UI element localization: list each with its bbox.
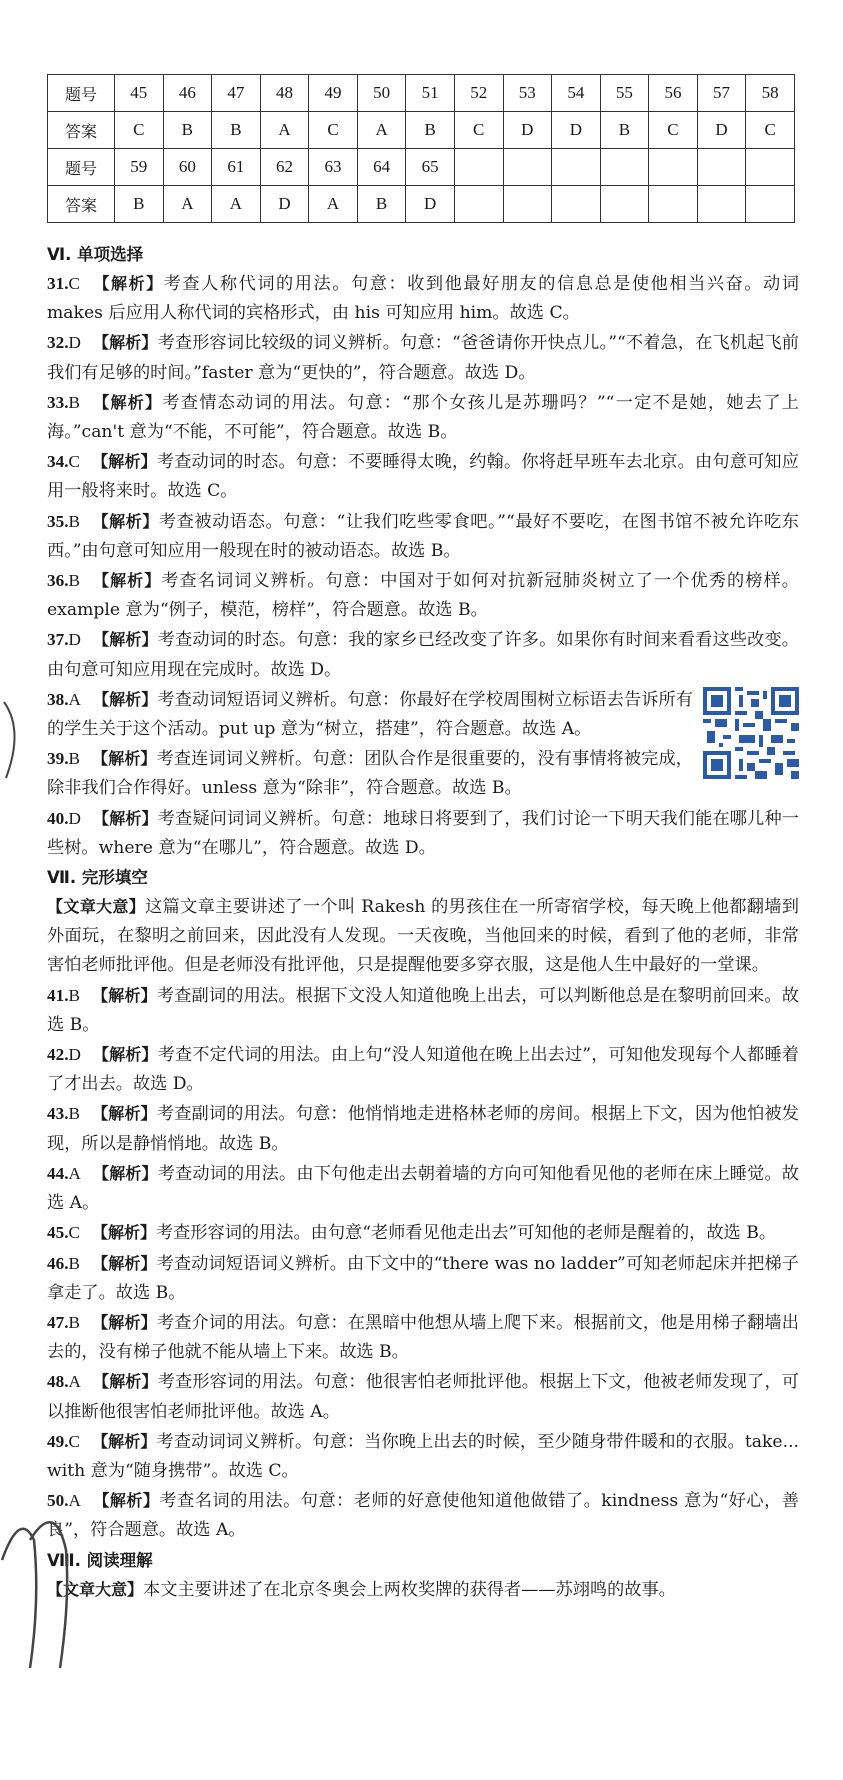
item-answer: A	[68, 1372, 81, 1392]
table-cell: D	[697, 112, 746, 149]
item-number: 39.	[47, 749, 69, 769]
list-item	[47, 685, 799, 744]
item-answer: B	[68, 571, 80, 591]
analysis-tag: 【解析】	[92, 1163, 158, 1183]
item-answer: C	[68, 1223, 80, 1243]
table-row	[48, 149, 795, 186]
list-item	[47, 804, 799, 863]
answer-label: 答案	[48, 112, 115, 149]
item-number: 38.	[47, 689, 69, 709]
item-number: 32.	[47, 333, 69, 353]
list-item	[47, 744, 799, 803]
table-cell	[552, 149, 601, 186]
item-answer: B	[68, 749, 80, 769]
table-cell: C	[309, 112, 358, 149]
analysis-tag: 【解析】	[91, 1312, 157, 1332]
list-item	[47, 981, 799, 1040]
item-text: 考查动词短语词义辨析。句意：你最好在学校周围树立标语去告诉所有的学生关于这个活动。put up 意为“树立，搭建”，符合题意。故选 A。	[47, 689, 693, 740]
table-cell: 48	[260, 75, 309, 112]
item-text: 考查动词短语词义辨析。由下文中的“there was no ladder”可知老师起床并把梯子拿走了。故选 B。	[47, 1253, 799, 1303]
analysis-tag: 【解析】	[92, 1372, 158, 1392]
table-cell: D	[406, 186, 455, 223]
analysis-tag: 【解析】	[91, 1253, 157, 1273]
item-text: 考查形容词比较级的词义辨析。句意：“爸爸请你开快点儿。”“不着急，在飞机起飞前我们有足够的时间。”faster 意为“更快的”，符合题意。故选 D。	[47, 333, 799, 383]
item-text: 考查疑问词词义辨析。句意：地球日将要到了，我们讨论一下明天我们能在哪儿种一些树。where 意为“在哪儿”，符合题意。故选 D。	[47, 808, 799, 858]
analysis-tag: 【解析】	[91, 511, 159, 531]
item-answer: C	[68, 1431, 80, 1451]
table-cell: 65	[406, 149, 455, 186]
item-answer: A	[68, 1163, 81, 1183]
item-number: 43.	[47, 1104, 69, 1124]
analysis-tag: 【解析】	[92, 630, 158, 650]
item-number: 49.	[47, 1431, 69, 1451]
item-text: 考查形容词的用法。由句意“老师看见他走出去”可知他的老师是醒着的，故选 B。	[155, 1223, 777, 1244]
item-text: 考查情态动词的用法。句意：“那个女孩儿是苏珊吗？”“一定不是她，她去了上海。”can't 意为“不能，不可能”，符合题意。故选 B。	[47, 392, 799, 443]
item-answer: C	[68, 274, 80, 293]
item-number: 34.	[47, 452, 69, 472]
list-item	[47, 1218, 799, 1248]
analysis-tag: 【解析】	[92, 333, 158, 353]
article-summary	[47, 1575, 799, 1605]
summary-text: 本文主要讲述了在北京冬奥会上两枚奖牌的获得者——苏翊鸣的故事。	[143, 1579, 676, 1600]
table-cell: B	[600, 112, 649, 149]
table-cell: 49	[309, 75, 358, 112]
list-item	[47, 1367, 799, 1426]
table-cell: A	[260, 112, 309, 149]
analysis-tag: 【解析】	[92, 689, 158, 709]
section-heading-7: Ⅶ. 完形填空	[47, 868, 148, 888]
analysis-tag: 【解析】	[91, 985, 157, 1005]
table-cell: C	[454, 112, 503, 149]
table-cell	[503, 186, 552, 223]
section-heading-8: Ⅷ. 阅读理解	[47, 1550, 153, 1570]
item-text: 考查不定代词的用法。由上句“没人知道他在晚上出去过”，可知他发现每个人都睡着了才出去。故选 D。	[47, 1045, 799, 1095]
table-cell: A	[212, 186, 261, 223]
list-item	[47, 507, 799, 566]
table-cell: 58	[746, 75, 795, 112]
table-cell: C	[746, 112, 795, 149]
table-cell: A	[357, 112, 406, 149]
item-text: 考查被动语态。句意：“让我们吃些零食吧。”“最好不要吃，在图书馆不被允许吃东西。”由句意可知应用一般现在时的被动语态。故选 B。	[47, 511, 799, 561]
list-item	[47, 328, 799, 387]
table-cell	[649, 149, 698, 186]
table-cell	[746, 149, 795, 186]
list-item	[47, 1308, 799, 1367]
analysis-tag: 【解析】	[91, 1104, 157, 1124]
table-cell: 63	[309, 149, 358, 186]
table-cell	[600, 186, 649, 223]
table-cell	[552, 186, 601, 223]
list-item	[47, 1249, 799, 1308]
table-cell: 55	[600, 75, 649, 112]
list-item	[47, 1486, 799, 1545]
item-text: 考查副词的用法。句意：他悄悄地走进格林老师的房间。根据上下文，因为他怕被发现，所以是静悄悄地。故选 B。	[47, 1104, 799, 1154]
answer-label: 答案	[48, 186, 115, 223]
table-cell	[697, 186, 746, 223]
list-item	[47, 1099, 799, 1158]
item-number: 45.	[47, 1223, 69, 1243]
summary-tag: 【文章大意】	[47, 897, 146, 917]
item-text: 考查介词的用法。句意：在黑暗中他想从墙上爬下来。根据前文，他是用梯子翻墙出去的，没有梯子他就不能从墙上下来。故选 B。	[47, 1312, 799, 1363]
table-cell: 57	[697, 75, 746, 112]
item-answer: B	[68, 1253, 80, 1273]
item-answer: B	[68, 985, 80, 1005]
table-cell: 59	[115, 149, 164, 186]
article-summary	[47, 892, 799, 981]
list-item	[47, 1040, 799, 1099]
list-item	[47, 269, 799, 328]
summary-tag: 【文章大意】	[47, 1579, 144, 1599]
analysis-tag: 【解析】	[91, 274, 164, 293]
item-text: 考查动词的时态。句意：不要睡得太晚，约翰。你将赶早班车去北京。由句意可知应用一般将来时。故选 C。	[47, 452, 799, 502]
list-item	[47, 447, 799, 506]
analysis-tag: 【解析】	[91, 452, 157, 472]
table-cell	[454, 149, 503, 186]
analysis-tag: 【解析】	[91, 1431, 157, 1451]
table-cell: C	[649, 112, 698, 149]
table-cell: B	[212, 112, 261, 149]
explanations	[47, 240, 799, 1605]
item-number: 31.	[47, 274, 69, 293]
analysis-tag: 【解析】	[92, 808, 158, 828]
table-cell: C	[115, 112, 164, 149]
list-item	[47, 1427, 799, 1486]
table-cell: 50	[357, 75, 406, 112]
item-answer: D	[68, 1045, 81, 1065]
item-answer: A	[68, 689, 81, 709]
table-cell: B	[115, 186, 164, 223]
item-number: 48.	[47, 1372, 69, 1392]
item-number: 50.	[47, 1491, 69, 1511]
table-cell	[600, 149, 649, 186]
binding-arc-decoration	[0, 700, 30, 780]
answer-table	[47, 74, 795, 223]
table-cell: 52	[454, 75, 503, 112]
header-label: 题号	[48, 75, 115, 112]
item-text: 考查人称代词的用法。句意：收到他最好朋友的信息总是使他相当兴奋。动词 makes 后应用人称代词的宾格形式，由 his 可知应用 him。故选 C。	[47, 274, 799, 324]
item-number: 40.	[47, 808, 69, 828]
item-answer: B	[68, 1312, 80, 1332]
item-number: 35.	[47, 511, 69, 531]
table-cell: B	[163, 112, 212, 149]
item-number: 44.	[47, 1163, 69, 1183]
table-cell: 54	[552, 75, 601, 112]
item-text: 考查动词的用法。由下句他走出去朝着墙的方向可知他看见他的老师在床上睡觉。故选 A。	[47, 1163, 799, 1214]
item-text: 考查名词的用法。句意：老师的好意使他知道他做错了。kindness 意为“好心，善良”，符合题意。故选 A。	[47, 1491, 799, 1541]
item-number: 46.	[47, 1253, 69, 1273]
item-answer: B	[68, 1104, 80, 1124]
item-answer: C	[68, 452, 80, 472]
item-answer: B	[68, 511, 80, 531]
analysis-tag: 【解析】	[91, 571, 162, 591]
item-text: 考查副词的用法。根据下文没人知道他晚上出去，可以判断他总是在黎明前回来。故选 B。	[47, 985, 799, 1035]
table-cell: D	[503, 112, 552, 149]
table-row	[48, 112, 795, 149]
table-cell: 61	[212, 149, 261, 186]
table-cell: 64	[357, 149, 406, 186]
table-cell: 62	[260, 149, 309, 186]
table-cell: 47	[212, 75, 261, 112]
item-text: 考查形容词的用法。句意：他很害怕老师批评他。根据上下文，他被老师发现了，可以推断他很害怕老师批评他。故选 A。	[47, 1372, 799, 1422]
table-cell	[697, 149, 746, 186]
analysis-tag: 【解析】	[91, 392, 163, 412]
item-answer: A	[68, 1491, 81, 1511]
item-answer: D	[68, 630, 81, 650]
item-number: 47.	[47, 1312, 69, 1332]
table-cell	[649, 186, 698, 223]
item-text: 考查动词词义辨析。句意：当你晚上出去的时候，至少随身带件暖和的衣服。take... with 意为“随身携带”。故选 C。	[47, 1431, 799, 1481]
summary-text: 这篇文章主要讲述了一个叫 Rakesh 的男孩住在一所寄宿学校，每天晚上他都翻墙到外面玩，在黎明之前回来，因此没有人发现。一天夜晚，当他回来的时候，看到了他的老师，非常害怕老师批评他。但是老师没有批评他，只是提醒他要多穿衣服，这是他人生中最好的一堂课。	[47, 897, 799, 976]
table-cell: 53	[503, 75, 552, 112]
table-cell: A	[163, 186, 212, 223]
header-label: 题号	[48, 149, 115, 186]
table-cell	[746, 186, 795, 223]
item-answer: D	[68, 333, 81, 353]
list-item	[47, 388, 799, 447]
analysis-tag: 【解析】	[92, 1491, 160, 1511]
analysis-tag: 【解析】	[91, 749, 157, 769]
item-text: 考查名词词义辨析。句意：中国对于如何对抗新冠肺炎树立了一个优秀的榜样。example 意为“例子，模范，榜样”，符合题意。故选 B。	[47, 571, 799, 621]
table-cell: A	[309, 186, 358, 223]
table-row	[48, 75, 795, 112]
analysis-tag: 【解析】	[91, 1223, 156, 1243]
section-heading-6: Ⅵ. 单项选择	[47, 245, 144, 264]
item-answer: D	[68, 808, 81, 828]
list-item	[47, 566, 799, 625]
item-number: 41.	[47, 985, 69, 1005]
table-cell: D	[552, 112, 601, 149]
table-cell: B	[406, 112, 455, 149]
table-cell	[454, 186, 503, 223]
item-number: 37.	[47, 630, 69, 650]
table-cell: 56	[649, 75, 698, 112]
table-cell: 51	[406, 75, 455, 112]
item-number: 33.	[47, 392, 69, 412]
item-number: 36.	[47, 571, 69, 591]
table-cell: 46	[163, 75, 212, 112]
table-row	[48, 186, 795, 223]
item-number: 42.	[47, 1045, 69, 1065]
table-cell: B	[357, 186, 406, 223]
analysis-tag: 【解析】	[92, 1045, 158, 1065]
table-cell	[503, 149, 552, 186]
list-item	[47, 625, 799, 684]
list-item	[47, 1159, 799, 1218]
item-answer: B	[68, 392, 80, 412]
table-cell: 60	[163, 149, 212, 186]
table-cell: 45	[115, 75, 164, 112]
item-text: 考查动词的时态。句意：我的家乡已经改变了许多。如果你有时间来看看这些改变。由句意可知应用现在完成时。故选 D。	[47, 630, 799, 680]
item-text: 考查连词词义辨析。句意：团队合作是很重要的，没有事情将被完成，除非我们合作得好。unless 意为“除非”，符合题意。故选 B。	[47, 749, 693, 799]
table-cell: D	[260, 186, 309, 223]
